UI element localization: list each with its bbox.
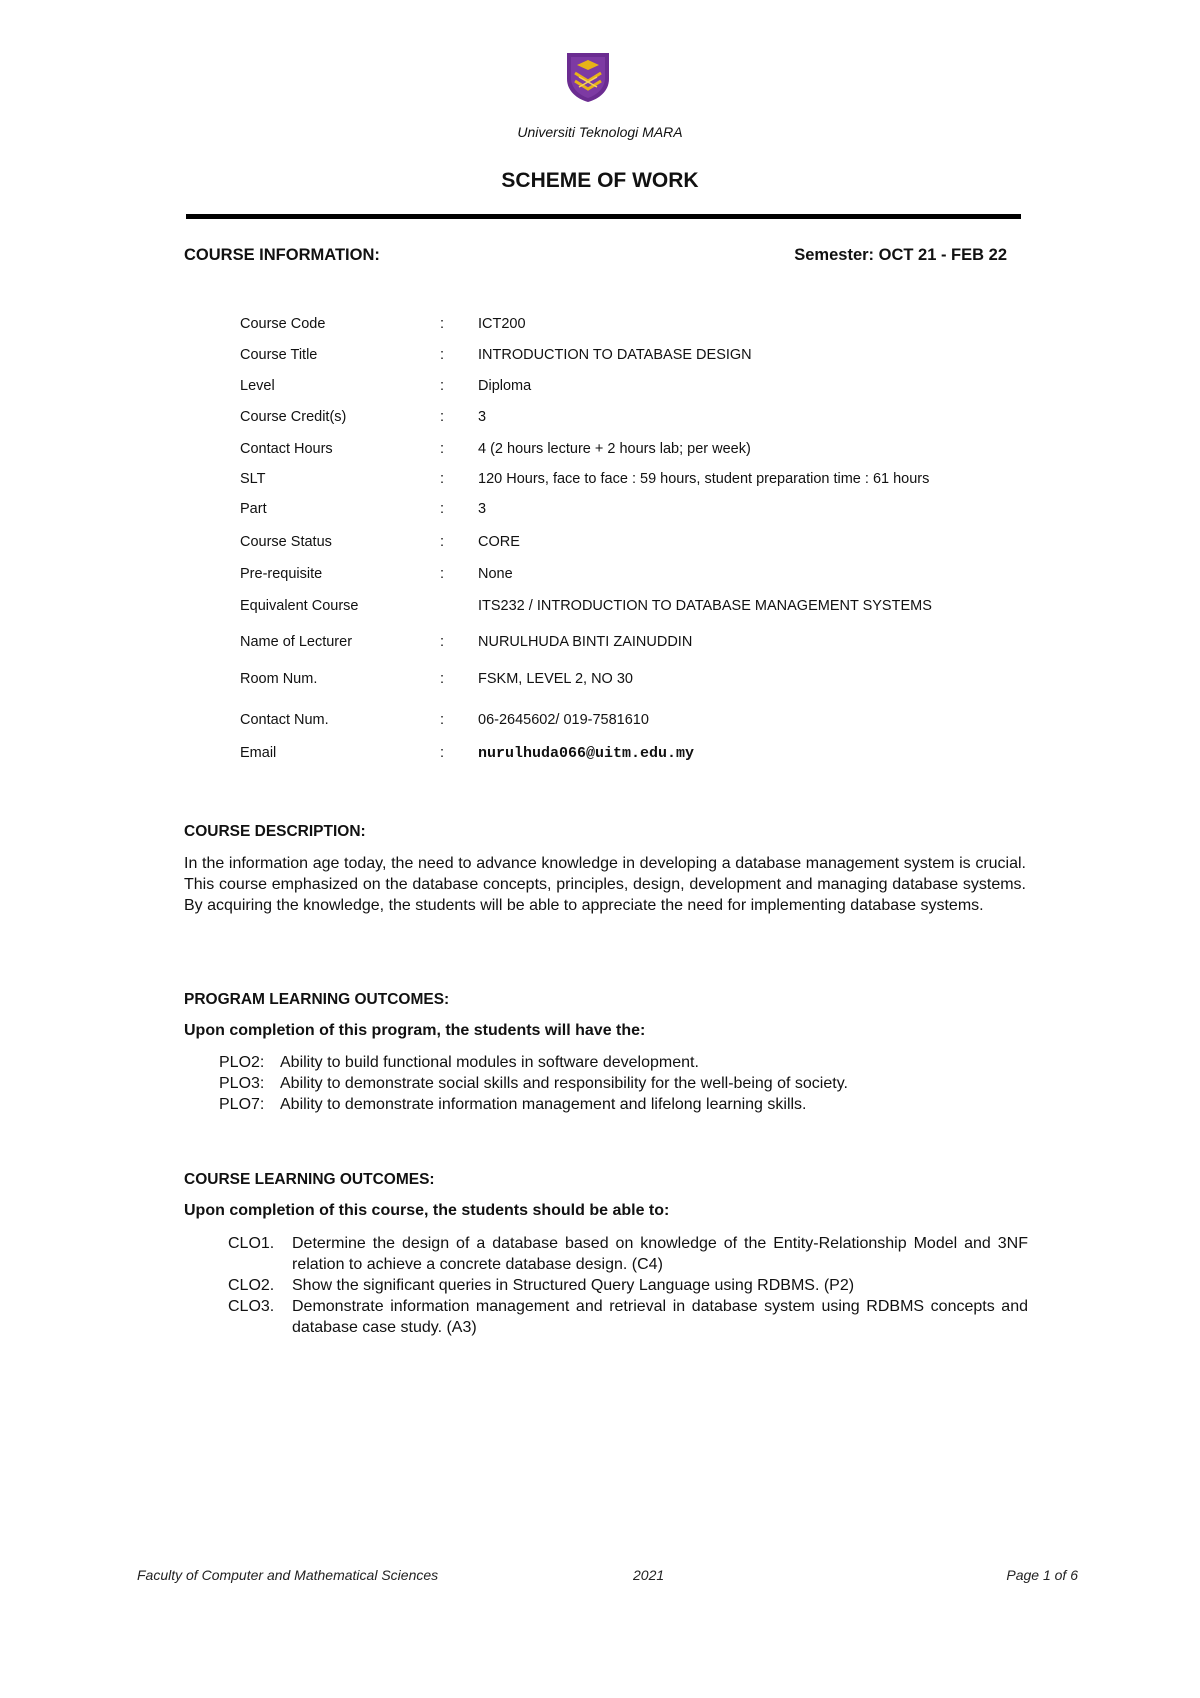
info-value: ITS232 / INTRODUCTION TO DATABASE MANAGEMENT SYSTEMS: [478, 598, 932, 614]
info-label: Part: [240, 501, 267, 517]
plo-code: PLO3:: [219, 1075, 265, 1092]
clo-item: [228, 1233, 1028, 1275]
info-value: ICT200: [478, 316, 526, 332]
info-label: Contact Hours: [240, 441, 333, 457]
footer-year: 2021: [633, 1567, 665, 1583]
clo-code: CLO1.: [228, 1235, 275, 1252]
course-description-text: In the information age today, the need to advance knowledge in developing a database management system is crucial. This course emphasized on the database concepts, principles, design, development and managing database systems. By acquiring the knowledge, the students will be able to appreciate the need for implementing database systems.: [184, 855, 1026, 914]
info-value: FSKM, LEVEL 2, NO 30: [478, 671, 633, 687]
info-label: Equivalent Course: [240, 598, 359, 614]
course-description-heading: COURSE DESCRIPTION:: [184, 823, 366, 840]
info-value: 3: [478, 409, 487, 425]
info-value: NURULHUDA BINTI ZAINUDDIN: [478, 634, 693, 650]
footer-faculty: Faculty of Computer and Mathematical Sciences: [137, 1567, 439, 1583]
info-label: Course Title: [240, 347, 318, 363]
plo-text: Ability to demonstrate social skills and responsibility for the well-being of society.: [280, 1075, 848, 1092]
info-label: Email: [240, 745, 277, 761]
info-colon: :: [440, 378, 445, 394]
info-colon: :: [440, 712, 445, 728]
clo-text: Show the significant queries in Structured Query Language using RDBMS. (P2): [292, 1277, 855, 1294]
info-colon: :: [440, 501, 445, 517]
footer-page-number: Page 1 of 6: [1006, 1567, 1078, 1583]
info-label: Course Code: [240, 316, 326, 332]
info-label: Course Status: [240, 534, 332, 550]
document-title: SCHEME OF WORK: [501, 169, 699, 192]
info-value: 3: [478, 501, 487, 517]
university-logo: [565, 51, 611, 103]
info-value: Diploma: [478, 378, 532, 394]
info-label: Pre-requisite: [240, 566, 323, 582]
info-label: Contact Num.: [240, 712, 329, 728]
info-colon: :: [440, 566, 445, 582]
plo-code: PLO2:: [219, 1054, 265, 1071]
info-value: 06-2645602/ 019-7581610: [478, 712, 649, 728]
clo-code: CLO3.: [228, 1298, 275, 1315]
clo-intro: Upon completion of this course, the students should be able to:: [184, 1202, 670, 1219]
semester-label: Semester: OCT 21 - FEB 22: [794, 246, 1007, 264]
info-value: None: [478, 566, 513, 582]
info-label: Course Credit(s): [240, 409, 347, 425]
info-colon: :: [440, 316, 445, 332]
clo-heading: COURSE LEARNING OUTCOMES:: [184, 1171, 435, 1188]
info-colon: :: [440, 534, 445, 550]
course-information-heading: COURSE INFORMATION:: [184, 246, 380, 264]
plo-heading: PROGRAM LEARNING OUTCOMES:: [184, 991, 450, 1008]
info-colon: :: [440, 745, 445, 761]
info-value: 4 (2 hours lecture + 2 hours lab; per week): [478, 441, 751, 457]
clo-code: CLO2.: [228, 1277, 275, 1294]
clo-text: Determine the design of a database based on knowledge of the Entity-Relationship Model and 3NF relation to achieve a concrete database design. (C4): [292, 1235, 1028, 1273]
info-label: Level: [240, 378, 275, 394]
plo-intro: Upon completion of this program, the students will have the:: [184, 1022, 646, 1039]
info-colon: :: [440, 347, 445, 363]
info-label: Name of Lecturer: [240, 634, 353, 650]
info-colon: :: [440, 634, 445, 650]
plo-item: [219, 1075, 848, 1093]
info-colon: :: [440, 471, 445, 487]
info-value: INTRODUCTION TO DATABASE DESIGN: [478, 347, 752, 363]
email-link[interactable]: nurulhuda066@uitm.edu.my: [478, 745, 695, 762]
plo-code: PLO7:: [219, 1096, 265, 1113]
clo-text: Demonstrate information management and retrieval in database system using RDBMS concepts and database case study. (A3): [292, 1298, 1028, 1336]
title-divider: [186, 214, 1021, 219]
info-value: 120 Hours, face to face : 59 hours, student preparation time : 61 hours: [478, 471, 930, 487]
info-colon: :: [440, 671, 445, 687]
plo-item: [219, 1096, 807, 1114]
university-name: Universiti Teknologi MARA: [517, 124, 683, 140]
plo-text: Ability to demonstrate information management and lifelong learning skills.: [280, 1096, 807, 1113]
plo-text: Ability to build functional modules in software development.: [280, 1054, 699, 1071]
plo-item: [219, 1054, 699, 1072]
clo-item: [228, 1296, 1028, 1338]
info-label: SLT: [240, 471, 266, 487]
info-label: Room Num.: [240, 671, 318, 687]
info-colon: :: [440, 441, 445, 457]
clo-item: [228, 1275, 1028, 1296]
info-colon: :: [440, 409, 445, 425]
info-value: CORE: [478, 534, 520, 550]
